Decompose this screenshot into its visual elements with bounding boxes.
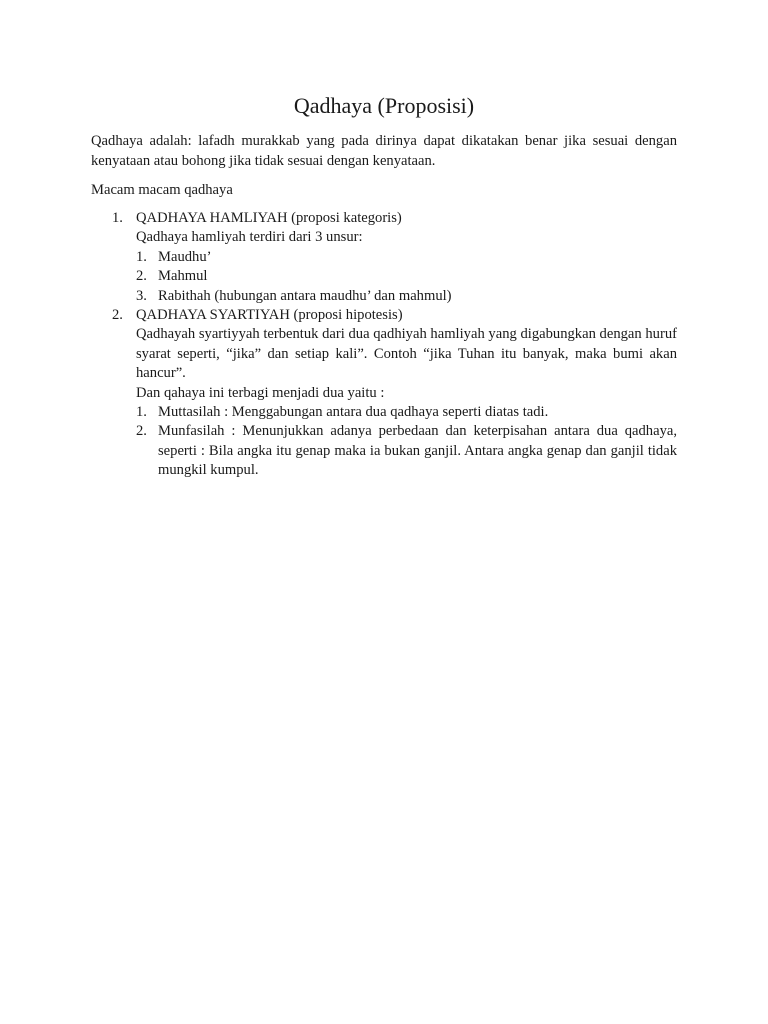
- section-number: 1.: [112, 210, 123, 226]
- list-item-number: 2.: [136, 423, 147, 440]
- list-item-text: Munfasilah : Menunjukkan adanya perbedaan dan keterpisahan antara dua qadhaya, seperti : Bila angka itu genap maka ia bukan ganjil. Antara angka genap dan ganjil tidak mungkil kumpul.: [158, 423, 677, 479]
- list-item-number: 1.: [136, 248, 147, 265]
- list-item-number: 2.: [136, 268, 147, 285]
- list-item: [136, 248, 677, 267]
- section-lead: Qadhayah syartiyyah terbentuk dari dua qadhiyah hamliyah yang digabungkan dengan huruf syarat seperti, “jika” dan setiap kali”. Contoh “jika Tuhan itu banyak, maka bumi akan hancur”.: [136, 326, 677, 382]
- list-item-text: Maudhu’: [158, 248, 212, 265]
- section-heading: QADHAYA SYARTIYAH (proposi hipotesis): [136, 307, 403, 324]
- list-item: [136, 422, 677, 480]
- section-item: [91, 306, 677, 481]
- section-number: 2.: [112, 307, 123, 324]
- section-list: [91, 209, 677, 481]
- list-item-text: Muttasilah : Menggabungan antara dua qadhaya seperti diatas tadi.: [158, 404, 549, 421]
- intro-paragraph: Qadhaya adalah: lafadh murakkab yang pada dirinya dapat dikatakan benar jika sesuai dengan kenyataan atau bohong jika tidak sesuai dengan kenyataan.: [91, 133, 677, 169]
- list-item: [136, 267, 677, 286]
- list-item: [136, 287, 677, 306]
- section-lead: Qadhaya hamliyah terdiri dari 3 unsur:: [136, 229, 363, 246]
- section-item: [91, 209, 677, 306]
- section-heading: QADHAYA HAMLIYAH (proposi kategoris): [136, 210, 402, 226]
- subheading: Macam macam qadhaya: [91, 182, 233, 198]
- document-title: Qadhaya (Proposisi): [293, 93, 475, 118]
- list-item-number: 1.: [136, 404, 147, 421]
- list-item: [136, 403, 677, 422]
- section-lead-2: Dan qahaya ini terbagi menjadi dua yaitu :: [136, 384, 385, 401]
- list-item-text: Rabithah (hubungan antara maudhu’ dan mahmul): [158, 287, 452, 304]
- list-item-number: 3.: [136, 287, 147, 304]
- list-item-text: Mahmul: [158, 268, 208, 285]
